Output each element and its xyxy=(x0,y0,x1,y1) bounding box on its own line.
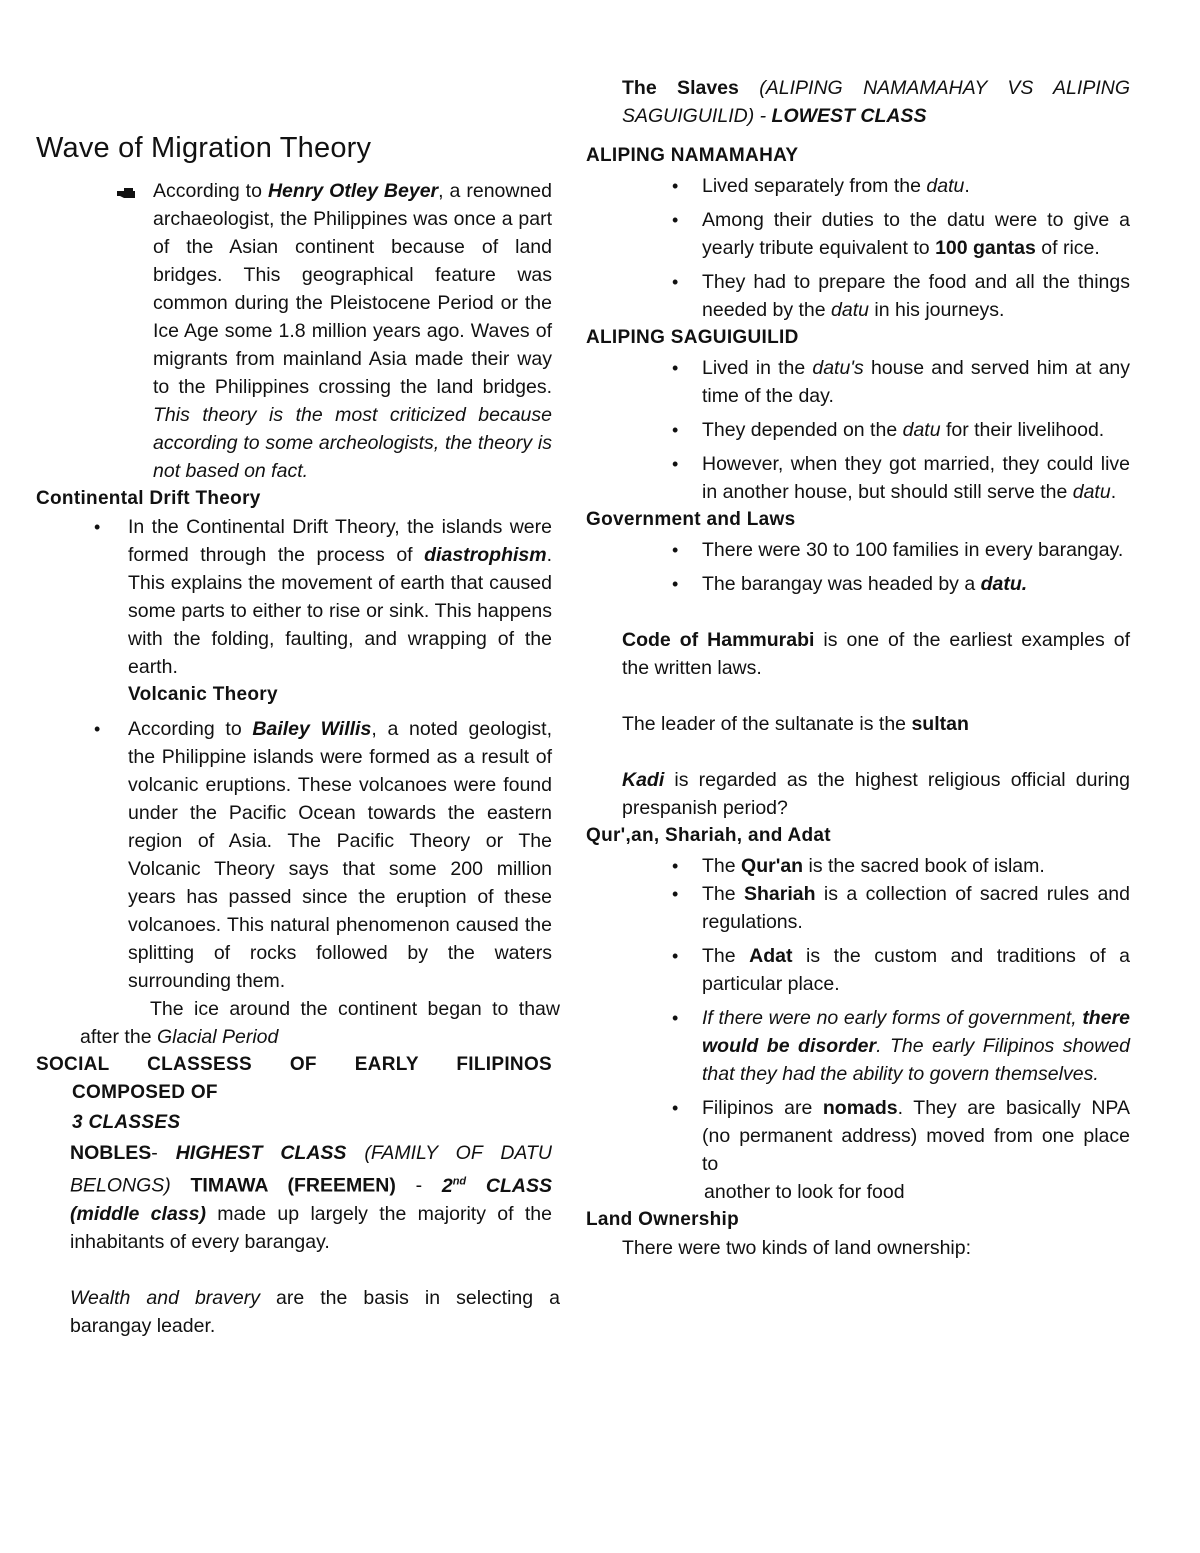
timawa-label: TIMAWA (FREEMEN) xyxy=(190,1174,396,1197)
nomads-continuation: another to look for food xyxy=(704,1181,905,1203)
volcanic-text-1: According to xyxy=(128,718,253,740)
quran-heading: Qur',an, Shariah, and Adat xyxy=(586,825,831,846)
slaves-label: The Slaves xyxy=(622,77,739,99)
saguiguilid-heading: ALIPING SAGUIGUILID xyxy=(586,327,799,348)
nomads-term: nomads xyxy=(822,1097,898,1119)
bullet-icon: • xyxy=(94,517,101,537)
class-word: CLASS xyxy=(466,1174,552,1197)
pointing-hand-icon xyxy=(116,181,136,209)
disorder-text-1: If there were no early forms of government, xyxy=(702,1007,1083,1029)
three-classes-text: 3 CLASSES xyxy=(72,1112,181,1133)
slaves-paragraph xyxy=(586,74,1130,130)
page-title: Wave of Migration Theory xyxy=(36,132,372,164)
wealth-bravery: Wealth and bravery xyxy=(70,1286,260,1309)
volcanic-bullet xyxy=(36,715,552,995)
nobles-text-end: made up largely the majority of the inhabitants of every barangay. xyxy=(70,1202,552,1253)
lowest-class: LOWEST CLASS xyxy=(771,105,927,127)
list-item xyxy=(586,852,1130,880)
item-emph: datu xyxy=(902,419,941,441)
item-emph: Qur'an xyxy=(741,855,804,877)
wave-text-1: According to xyxy=(153,180,268,202)
kadi-term: Kadi xyxy=(622,769,665,791)
item-tail: is the custom and traditions of a particular place. xyxy=(702,945,1130,995)
list-item xyxy=(586,172,1130,200)
list-item xyxy=(586,268,1130,324)
quran-list xyxy=(586,852,1130,1206)
nomads-item xyxy=(586,1094,1130,1178)
sultan-text: The leader of the sultanate is the xyxy=(622,713,912,735)
item-emph: Shariah xyxy=(743,883,816,905)
wave-criticism: This theory is the most criticized because according to some archeologists, the theory is not based on fact. xyxy=(153,404,552,482)
three-classes-label xyxy=(36,1109,552,1137)
item-tail: of rice. xyxy=(1035,237,1100,259)
item-tail: . xyxy=(964,175,970,197)
bullet-icon: • xyxy=(672,1098,679,1118)
disorder-emph: there would be disorder xyxy=(702,1007,1130,1057)
nomads-text-3: . They are basically NPA (no permanent address) moved from one place to xyxy=(702,1097,1130,1175)
item-tail: for their livelihood. xyxy=(940,419,1105,441)
diastrophism-term: diastrophism xyxy=(424,544,547,566)
ice-text: The ice around the continent began to thaw after the xyxy=(80,998,560,1048)
list-item xyxy=(586,570,1130,598)
volcanic-heading: Volcanic Theory xyxy=(128,684,278,705)
wave-migration-paragraph xyxy=(36,177,552,485)
item-text: However, when they got married, they could live in another house, but should still serve the xyxy=(702,453,1130,503)
list-item xyxy=(586,880,1130,936)
continental-text-1: In the Continental Drift Theory, the islands were formed through the process of xyxy=(128,516,552,566)
wealth-text: are the basis in selecting a barangay leader. xyxy=(70,1286,560,1337)
list-item xyxy=(586,536,1130,564)
nobles-dash: - xyxy=(151,1142,176,1164)
item-tail: is the sacred book of islam. xyxy=(803,855,1045,877)
item-tail: is a collection of sacred rules and regulations. xyxy=(702,883,1130,933)
aliping-types: (ALIPING NAMAMAHAY VS ALIPING SAGUIGUILID) - xyxy=(622,77,1130,127)
nobles-label: NOBLES xyxy=(70,1142,152,1164)
datu-emph: datu. xyxy=(980,573,1028,595)
namamahay-heading: ALIPING NAMAMAHAY xyxy=(586,145,799,166)
item-text: Lived separately from the xyxy=(702,175,927,197)
list-item xyxy=(586,206,1130,262)
bullet-icon: • xyxy=(672,176,679,196)
second-suffix: nd xyxy=(452,1175,467,1187)
wave-text-3: , a renowned archaeologist, the Philippines was once a part of the Asian continent because of land bridges. This geographical feature was common during the Pleistocene Period or the Ice Age some 1.8 million years ago. Waves of migrants from mainland Asia made their way to the Philippines crossing the land bridges. xyxy=(153,180,552,398)
saguiguilid-list xyxy=(586,354,1130,506)
family-of-datu: (FAMILY OF DATU BELONGS) xyxy=(70,1142,552,1197)
land-ownership-heading: Land Ownership xyxy=(586,1209,740,1230)
social-classes-heading: SOCIAL CLASSESS OF EARLY FILIPINOS xyxy=(36,1054,552,1075)
bullet-icon: • xyxy=(672,540,679,560)
continental-bullet xyxy=(36,513,552,681)
government-heading: Government and Laws xyxy=(586,509,796,530)
list-item xyxy=(586,450,1130,506)
volcanic-text-3: , a noted geologist, the Philippine islands were formed as a result of volcanic eruptions. These volcanoes were found under the Pacific Ocean towards the eastern region of Asia. The Pacific Theory or The Volcanic Theory says that some 200 million years has passed since the eruption of these volcanoes. This natural phenomenon caused the splitting of rocks followed by the waters surrounding them. xyxy=(128,718,552,992)
sultan-paragraph xyxy=(586,710,1130,738)
item-emph: 100 gantas xyxy=(935,237,1036,259)
bullet-icon: • xyxy=(672,454,679,474)
disorder-item xyxy=(586,1004,1130,1088)
list-item xyxy=(586,354,1130,410)
item-tail: . xyxy=(1110,481,1117,503)
wealth-paragraph xyxy=(36,1284,560,1340)
item-text: They had to prepare the food and all the things needed by the xyxy=(702,271,1130,321)
item-text: The xyxy=(702,945,750,967)
land-ownership-text: There were two kinds of land ownership: xyxy=(622,1237,972,1259)
item-text: The xyxy=(702,855,742,877)
bullet-icon: • xyxy=(672,358,679,378)
beyer-name: Henry Otley Beyer xyxy=(267,180,439,202)
willis-name: Bailey Willis xyxy=(252,718,372,740)
sultan-term: sultan xyxy=(911,713,969,735)
disorder-text-3: . The early Filipinos showed that they had the ability to govern themselves. xyxy=(702,1035,1130,1085)
item-emph: datu xyxy=(831,299,869,321)
item-emph: datu xyxy=(926,175,965,197)
second-number: 2 xyxy=(441,1174,453,1197)
ice-paragraph xyxy=(36,995,560,1051)
bullet-icon: • xyxy=(672,856,679,876)
bullet-icon: • xyxy=(672,272,679,292)
left-column xyxy=(36,128,560,1340)
item-tail: in his journeys. xyxy=(868,299,1005,321)
nobles-paragraph xyxy=(36,1139,552,1256)
kadi-paragraph xyxy=(586,766,1130,822)
continental-text-3: . This explains the movement of earth that caused some parts to either to rise or sink. This happens with the folding, faulting, and wrapping of the earth. xyxy=(128,544,552,678)
item-text: Among their duties to the datu were to give a yearly tribute equivalent to xyxy=(702,209,1130,259)
hammurabi-paragraph xyxy=(586,626,1130,682)
list-item xyxy=(586,942,1130,998)
bullet-icon: • xyxy=(672,574,679,594)
bullet-icon: • xyxy=(94,719,101,739)
item-emph: datu's xyxy=(812,357,864,379)
hammurabi-text: is one of the earliest examples of the written laws. xyxy=(622,629,1130,679)
middle-class: (middle class) xyxy=(70,1202,206,1225)
highest-class: HIGHEST CLASS xyxy=(175,1142,347,1164)
continental-heading: Continental Drift Theory xyxy=(36,488,261,509)
item-text: The barangay was headed by a xyxy=(702,573,981,595)
kadi-text: is regarded as the highest religious official during prespanish period? xyxy=(622,769,1130,819)
bullet-icon: • xyxy=(672,884,679,904)
bullet-icon: • xyxy=(672,420,679,440)
item-text: Lived in the xyxy=(702,357,813,379)
bullet-icon: • xyxy=(672,210,679,230)
right-column xyxy=(586,74,1130,1262)
government-list xyxy=(586,536,1130,598)
item-text: The xyxy=(702,883,744,905)
glacial-period: Glacial Period xyxy=(156,1026,279,1048)
item-emph: datu xyxy=(1072,481,1111,503)
bullet-icon: • xyxy=(672,946,679,966)
namamahay-list xyxy=(586,172,1130,324)
timawa-dash: - xyxy=(395,1174,442,1197)
item-text: There were 30 to 100 families in every barangay. xyxy=(702,539,1124,561)
nomads-text-1: Filipinos are xyxy=(702,1097,823,1119)
item-tail: house and served him at any time of the day. xyxy=(702,357,1131,407)
composed-of-label: COMPOSED OF xyxy=(72,1082,218,1103)
hammurabi-term: Code of Hammurabi xyxy=(622,629,815,651)
bullet-icon: • xyxy=(672,1008,679,1028)
list-item xyxy=(586,416,1130,444)
item-emph: Adat xyxy=(749,945,793,967)
item-text: They depended on the xyxy=(702,419,903,441)
